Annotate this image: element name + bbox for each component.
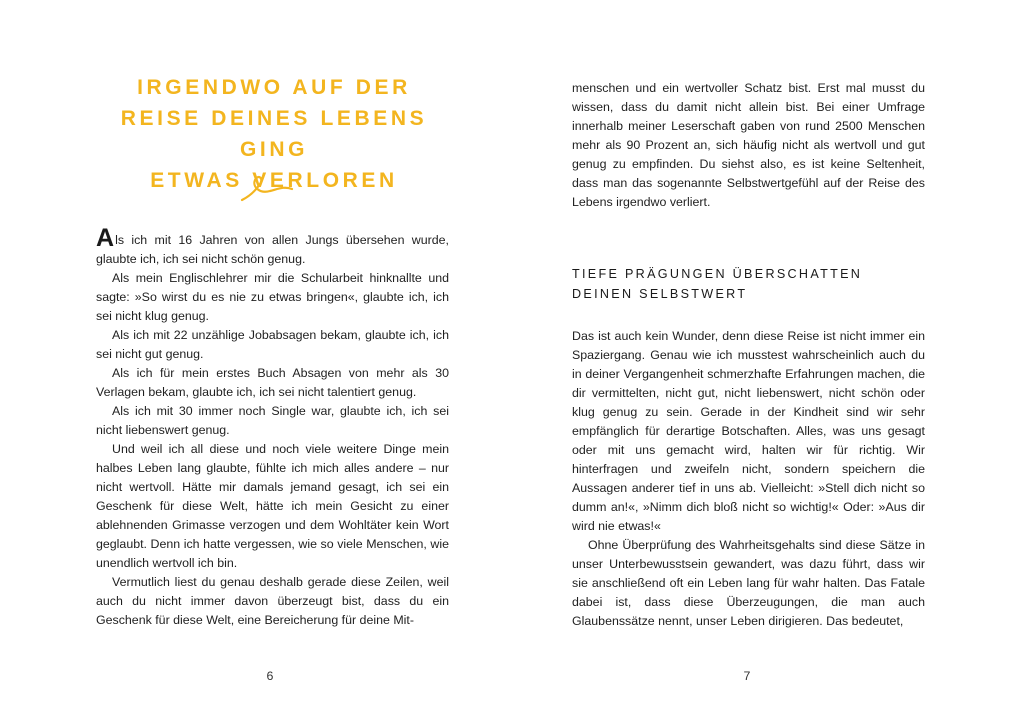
paragraph: Als mein Englischlehrer mir die Schularbeit hinknallte und sagte: »So wirst du es nie zu etwas bringen«, glaubte ich, ich sei nicht klug genug. [96,271,449,323]
page-number-left: 6 [266,669,274,683]
right-top-text [572,79,925,212]
paragraph: Vermutlich liest du genau deshalb gerade diese Zeilen, weil auch du nicht immer davon überzeugt bist, dass du ein Geschenk für diese Welt, eine Bereicherung für deine Mit- [96,575,449,627]
page-number-right: 7 [743,669,751,683]
section-heading-line-1: TIEFE PRÄGUNGEN ÜBERSCHATTEN [572,267,863,281]
left-body-text [96,224,449,630]
right-page [510,0,1020,721]
drop-cap: A [96,224,115,252]
curl-ornament-icon [236,170,296,204]
paragraph: Als ich für mein erstes Buch Absagen von mehr als 30 Verlagen bekam, glaubte ich, ich sei nicht talentiert genug. [96,366,449,399]
paragraph: Das ist auch kein Wunder, denn diese Reise ist nicht immer ein Spaziergang. Genau wie ich musstest wahrscheinlich auch du in deiner Vergangenheit schmerzhafte Erfahrungen machen, die dir vermittelten, nicht gut, nicht liebenswert, nicht schön oder klug genug zu sein. Gerade in der Kindheit sind wir sehr empfänglich für derartige Botschaften. Alles, was uns gesagt oder mit uns gemacht wird, halten wir für richtig. Wir hinterfragen und zweifeln nicht, sondern speichern die Aussagen anderer tief in uns ab. Vielleicht: »Stell dich nicht so dumm an!«, »Nimm dich bloß nicht so wichtig!« Oder: »Aus dir wird nie etwas!« [572,329,925,533]
section-heading [572,264,925,304]
paragraph: Als ich mit 16 Jahren von allen Jungs übersehen wurde, glaubte ich, ich sei nicht schön genug. [96,224,449,266]
paragraph: Und weil ich all diese und noch viele weitere Dinge mein halbes Leben lang glaubte, fühlte ich mich alles andere – nur nicht wertvoll. Hätte mir damals jemand gesagt, ich sei ein Geschenk für diese Welt, hätte ich mein Gesicht zu einer ablehnenden Grimasse verzogen und dem Wohltäter kein Wort geglaubt. Denn ich hatte vergessen, wie so viele Menschen, wie unendlich wertvoll ich bin. [96,442,449,570]
section-heading-line-2: DEINEN SELBSTWERT [572,287,748,301]
paragraph: Ohne Überprüfung des Wahrheitsgehalts sind diese Sätze in unser Unterbewusstsein gewandert, was dazu führt, dass wir sie anschließend oft ein Leben lang für wahr halten. Das Fatale dabei ist, dass diese Überzeugungen, die man auch Glaubenssätze nennt, unser Leben dirigieren. Das bedeutet, [572,538,925,628]
paragraph: menschen und ein wertvoller Schatz bist. Erst mal musst du wissen, dass du damit nicht allein bist. Bei einer Umfrage innerhalb meiner Leserschaft gaben von rund 2500 Menschen mehr als 90 Prozent an, sich häufig nicht als wertvoll und gut genug zu empfinden. Du siehst also, es ist keine Seltenheit, dass man das sogenannte Selbstwertgefühl auf der Reise des Lebens irgendwo verliert. [572,81,925,209]
chapter-title-line-3: ETWAS VERLOREN [150,169,398,192]
paragraph: Als ich mit 30 immer noch Single war, glaubte ich, ich sei nicht liebenswert genug. [96,404,449,437]
paragraph: Als ich mit 22 unzählige Jobabsagen bekam, glaubte ich, ich sei nicht gut genug. [96,328,449,361]
right-body-text [572,327,925,631]
chapter-title-line-2: REISE DEINES LEBENS GING [120,107,428,161]
chapter-title-line-1: IRGENDWO AUF DER [137,76,411,99]
